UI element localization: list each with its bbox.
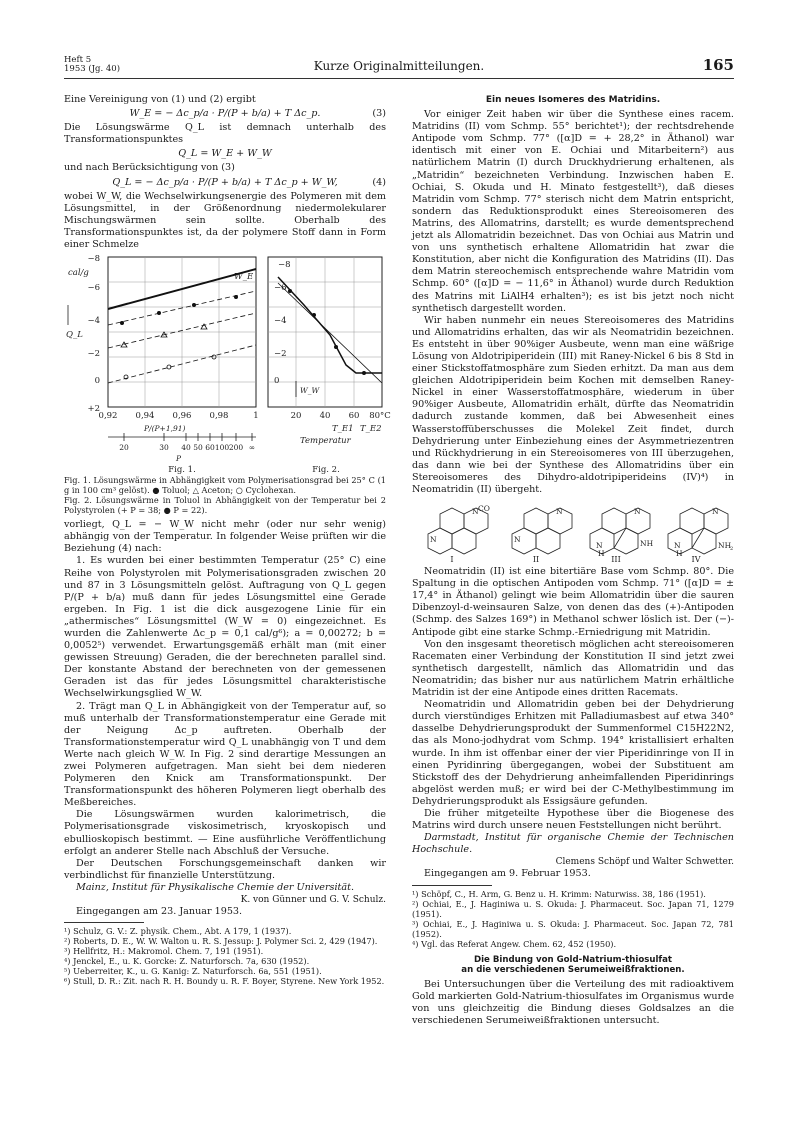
atom-label: N [596, 541, 603, 551]
atom-label: H [676, 549, 683, 559]
fig1-x2tick: 40 [181, 443, 191, 453]
structure-label: II [532, 555, 540, 565]
fig1-x2tick: 30 [159, 443, 169, 453]
journal-section: Kurze Originalmitteilungen. [313, 59, 485, 73]
atom-label: N [514, 535, 521, 545]
footnote: ¹) Schöpf, C., H. Arm, G. Benz u. H. Krimm: Naturwiss. 38, 186 (1951). [412, 888, 706, 899]
fig2-caption: Fig. 2. Lösungswärme in Toluol in Abhängigkeit von der Temperatur bei 2 Polystyrolen (+ P = 38; ● P = 22). [64, 495, 386, 516]
figures [64, 253, 391, 476]
footnote-rule [64, 922, 144, 923]
atom-label: N [430, 535, 437, 545]
fig2-xtick: 80°C [369, 411, 391, 422]
fig1-x2tick: 20 [119, 443, 129, 453]
running-header [64, 56, 734, 79]
fig2-te2-label: T_E2 [360, 424, 382, 435]
paragraph: und nach Berücksichtigung von (3) [64, 162, 235, 174]
footnote: ³) Ochiai, E., J. Haginiwa u. S. Okuda: J. Pharmaceut. Soc. Japan 72, 781 (1952). [412, 918, 734, 939]
fig1-x2tick: 50 [193, 443, 203, 453]
paragraph: Von den insgesamt theoretisch möglichen acht stereoisomeren Racematen einer Verbindung der Konstitution II sind jetzt zwei synthetisch dargestellt, nämlich das Allomatridin und das Neomatridin; das bisher nur aus natürlichem Matrin erhältliche Matridin ist der eine Antipode eines dritten Racemats. [412, 638, 734, 699]
fig1-xlabel: P/(P+1,91) [144, 424, 186, 434]
fig2-label: Fig. 2. [312, 465, 340, 476]
fig1-x2label: P [176, 454, 182, 464]
atom-label: N [634, 507, 641, 517]
paragraph: Neomatridin und Allomatridin geben bei der Dehydrierung durch vierstündiges Erhitzen mit Palladiumasbest auf etwa 340° dasselbe Dehydrierungsprodukt der Summenformel C15H22N2, das als Mono-jodhydrat vom Schmp. 194° kristallisiert erhalten wurde. In ihm ist offenbar einer der vier Piperidinringe von II in einen Pyridinring übergegangen, wobei der Substituent am Stickstoff des der Dehydrierung anheimfallenden Piperidinrings abgelöst werden muß; er wird bei der C-Methylbestimmung im Dehydrierungsprodukt als Essigsäure gefunden. [412, 699, 734, 807]
authors: K. von Günner und G. V. Schulz. [240, 895, 386, 906]
atom-label: N [712, 507, 719, 517]
figure-1-2-graphic [64, 253, 391, 476]
fig1-ytick: −6 [87, 283, 100, 294]
fig2-ww-label: W_W [300, 386, 320, 396]
fig1-xtick: 1 [253, 411, 259, 422]
equation-ql: Q_L = W_E + W_W [178, 148, 272, 160]
fig2-ytick: 0 [274, 376, 280, 387]
footnote: ³) Hellfritz, H.: Makromol. Chem. 7, 191 (1951). [64, 946, 264, 957]
received-date: Eingegangen am 23. Januar 1953. [76, 906, 243, 918]
fig1-xtick: 0,96 [172, 411, 192, 422]
equation-4: Q_L = − Δc_p/a · P/(P + b/a) + T Δc_p + W_W, (4) [112, 176, 386, 188]
footnote-rule [412, 885, 492, 886]
affiliation: Mainz, Institut für Physikalische Chemie der Universität. [76, 881, 355, 893]
paragraph: Eine Vereinigung von (1) und (2) ergibt [64, 94, 256, 105]
fig1-ytick: +2 [87, 404, 100, 415]
footnotes [412, 889, 734, 949]
fig2-te1-label: T_E1 [332, 424, 354, 435]
equation-3: W_E = − Δc_p/a · P/(P + b/a) + T Δc_p. (3) [129, 108, 386, 120]
fig1-ylabel: Q_L [66, 330, 83, 341]
structural-formulas [412, 500, 734, 565]
paragraph: Der Deutschen Forschungsgemeinschaft danken wir verbindlichst für finanzielle Unterstützung. [64, 857, 386, 881]
paragraph: Die Lösungswärmen wurden kalorimetrisch, die Polymerisationsgrade viskosimetrisch, kryoskopisch und ebullioskopisch bestimmt. — Eine ausführliche Veröffentlichung erfolgt an anderer Stelle nach Abschluß der Versuche. [64, 809, 386, 857]
fig1-curve-label: W_E [234, 272, 254, 283]
fig2-xtick: 20 [290, 411, 302, 422]
issue-info: Heft 5 1953 (Jg. 40) [64, 55, 121, 74]
footnote: ⁵) Ueberreiter, K., u. G. Kanig: Z. Naturforsch. 6a, 551 (1951). [64, 966, 322, 977]
footnote: ²) Roberts, D. E., W. W. Walton u. R. S. Jessup: J. Polymer Sci. 2, 429 (1947). [64, 936, 378, 947]
structure-label: IV [691, 555, 701, 565]
article-title: Die Bindung von Gold-Natrium-thiosulfat an die verschiedenen Serumeiweißfraktionen. [461, 954, 685, 976]
structure-label: III [611, 555, 621, 565]
footnote: ⁴) Vgl. das Referat Angew. Chem. 62, 452 (1950). [412, 938, 617, 949]
atom-label: H [598, 549, 605, 559]
atom-label: N [556, 507, 563, 517]
atom-label: CO [478, 504, 490, 514]
page-number: 165 [702, 56, 734, 74]
paragraph: 2. Trägt man Q_L in Abhängigkeit von der Temperatur auf, so muß unterhalb der Transformationstemperatur eine Gerade mit der Neigung Δc_p auftreten. Oberhalb der Transformationstemperatur wird Q_L unabhängig von T und dem Werte nach gleich W_W. In Fig. 2 sind derartige Messungen an zwei Polymeren aufgetragen. Man sieht bei dem niederen Polymeren den Knick am Transformationspunkt. Der Transformationspunkt des höheren Polymeren liegt oberhalb des Meßbereiches. [64, 700, 386, 809]
atom-label: N [472, 507, 479, 517]
structure-graphic [412, 500, 734, 565]
fig1-ytick: 0 [94, 376, 100, 387]
paragraph: Bei Untersuchungen über die Verteilung des mit radioaktivem Gold markierten Gold-Natrium-thiosulfates im Organismus wurde von uns gleichzeitig die Bindung dieses Goldsalzes an die verschiedenen Serumeiweißfraktionen untersucht. [412, 978, 734, 1026]
paragraph: Neomatridin (II) ist eine bitertiäre Base vom Schmp. 80°. Die Spaltung in die optischen Antipoden vom Schmp. 71° ([α]D = ± 17,4° in Äthanol) gelingt wie beim Allomatridin über die sauren Dibenzoyl-d-weinsauren Salze, von denen das des (+)-Antipoden (Schmp. des Salzes 169°) in Methanol schwer löslich ist. Der (−)-Antipode gibt eine starke Schmp.-Erniedrigung mit Matridin. [412, 566, 734, 638]
fig2-xlabel: Temperatur [300, 436, 351, 447]
paragraph: Die Lösungswärme Q_L ist demnach unterhalb des Transformationspunktes [64, 122, 386, 146]
fig1-xtick: 0,92 [98, 411, 118, 422]
fig1-xtick: 0,98 [209, 411, 229, 422]
footnote: ²) Ochiai, E., J. Haginiwa u. S. Okuda: J. Pharmaceut. Soc. Japan 71, 1279 (1951). [412, 898, 734, 919]
fig1-label: Fig. 1. [168, 465, 196, 476]
left-column [64, 94, 391, 987]
atom-label: 2 [730, 546, 734, 553]
affiliation: Darmstadt, Institut für organische Chemie der Technischen Hochschule. [412, 832, 734, 856]
fig2-xtick: 60 [348, 411, 360, 422]
fig2-ytick: −6 [274, 283, 287, 294]
paragraph: wobei W_W, die Wechselwirkungsenergie des Polymeren mit dem Lösungsmittel, in der Größenordnung niedermolekularer Mischungswärmen sein sollte. Oberhalb des Transformationspunktes ist, da der polymere Stoff dann in Form einer Schmelze [64, 190, 386, 251]
fig2-xtick: 40 [319, 411, 331, 422]
fig2-ytick: −8 [278, 260, 291, 271]
paragraph: 1. Es wurden bei einer bestimmten Temperatur (25° C) eine Reihe von Polystyrolen mit Polymerisationsgraden zwischen 20 und 87 in 3 Lösungsmitteln gelöst. Auftragung von Q_L gegen P/(P + b/a) muß dann für jedes Lösungsmittel eine Gerade ergeben. In Fig. 1 ist die dick ausgezogene Linie für ein „athermisches“ Lösungsmittel (W_W = 0) eingezeichnet. Es wurden die Zahlenwerte Δc_p = 0,1 cal/g⁶); a = 0,00272; b = 0,0052⁵) verwendet. Erwartungsgemäß erhält man (mit einer gewissen Streuung) Geraden, die der berechneten parallel sind. Der konstante Abstand der berechneten von der gemessenen Geraden ist das für jedes Lösungsmittel charakteristische Wechselwirkungsglied W_W. [64, 555, 386, 700]
footnote: ⁶) Stull, D. R.: Zit. nach R. H. Boundy u. R. F. Boyer, Styrene. New York 1952. [64, 976, 385, 987]
fig1-ytick: −4 [87, 316, 100, 327]
right-column [412, 94, 734, 1027]
atom-label: NH [640, 539, 654, 549]
authors: Clemens Schöpf und Walter Schwetter. [555, 857, 734, 868]
received-date: Eingegangen am 9. Februar 1953. [424, 868, 591, 880]
paragraph: vorliegt, Q_L = − W_W nicht mehr (oder nur sehr wenig) abhängig von der Temperatur. In folgender Weise prüften wir die Beziehung (4) nach: [64, 519, 386, 555]
paragraph: Vor einiger Zeit haben wir über die Synthese eines racem. Matridins (II) vom Schmp. 55° berichtet¹); der rechtsdrehende Antipode vom Schmp. 77° ([α]D = + 28,2° in Äthanol) war identisch mit einer von E. Ochiai und Mitarbeitern²) aus natürlichem Matrin (I) durch Druckhydrierung erhaltenen, als „Matridin“ bezeichneten Verbindung. Inzwischen haben E. Ochiai, S. Okuda und H. Minato festgestellt³), daß dieses Matridin vom Schmp. 77° sterisch nicht dem Matrin entspricht, sondern das Reduktionsprodukt eines Stereoisomeren des Matrins, des Allomatrins, darstellt; es wurde dementsprechend jetzt als Allomatridin bezeichnet. Das von Ochiai aus Matrin und von uns synthetisch erhaltene Allomatridin hat zwar die Konstitution, aber nicht die Konfiguration des Matridins (II). Das dem Matrin stereochemisch entsprechende wahre Matridin vom Schmp. 60° ([α]D = − 11,6° in Äthanol) wurde durch Reduktion des Matrins mit LiAlH4 erhalten³); es ist bis jetzt noch nicht synthetisch dargestellt worden. [412, 109, 734, 314]
atom-label: NH [718, 541, 732, 551]
paragraph: Wir haben nunmehr ein neues Stereoisomeres des Matridins und Allomatridins erhalten, das wir als Neomatridin bezeichnen. Es entsteht in über 90%iger Ausbeute, wenn man eine wäßrige Lösung von Aldotripiperidein (III) mit Raney-Nickel 6 bis 8 Std in einer Stickstoffatmosphäre zum Sieden erhitzt. Da man aus dem gleichen Aldotripiperidein beim Kochen mit demselben Raney-Nickel in einer Wasserstoffatmosphäre, wiederum in über 90%iger Ausbeute, Allomatridin erhält, dürfte das Neomatridin dadurch zustande kommen, daß bei Abwesenheit eines Wasserstoffüberschusses die Molekel Zeit findet, durch Dehydrierung unter Einbeziehung eines der Asymmetriezentren und Rückhydrierung in ein Stereoisomeres von III überzugehen, das dann wie bei der Synthese des Allomatridins über ein Stereoisomeres des Dihydro-aldotripiperideins (IV)⁴) in Neomatridin (II) übergeht. [412, 314, 734, 495]
fig1-ytick: −2 [87, 349, 100, 360]
fig1-x2tick: ∞ [248, 443, 256, 453]
structure-label: I [450, 555, 454, 565]
fig1-x2tick: 100 [214, 443, 230, 453]
fig2-ytick: −2 [274, 349, 287, 360]
fig1-yunit: cal/g [68, 268, 89, 279]
footnote: ¹) Schulz, G. V.: Z. physik. Chem., Abt. A 179, 1 (1937). [64, 926, 292, 937]
atom-label: N [674, 541, 681, 551]
fig1-xtick: 0,94 [135, 411, 155, 422]
footnote: ⁴) Jenckel, E., u. K. Gorcke: Z. Naturforsch. 7a, 630 (1952). [64, 956, 310, 967]
fig1-x2tick: 200 [228, 443, 244, 453]
fig1-caption: Fig. 1. Lösungswärme in Abhängigkeit vom Polymerisationsgrad bei 25° C (1 g in 100 cm³ gelöst). ● Toluol; △ Aceton; ○ Cyclohexan. [64, 475, 386, 496]
fig2-ytick: −4 [274, 316, 287, 327]
fig1-x2tick: 60 [205, 443, 215, 453]
fig1-ytick: −8 [87, 254, 100, 265]
paragraph: Die früher mitgeteilte Hypothese über die Biogenese des Matrins wird durch unsere neuen Feststellungen nicht berührt. [412, 807, 734, 832]
footnotes [64, 926, 386, 986]
article-title: Ein neues Isomeres des Matridins. [485, 95, 661, 105]
